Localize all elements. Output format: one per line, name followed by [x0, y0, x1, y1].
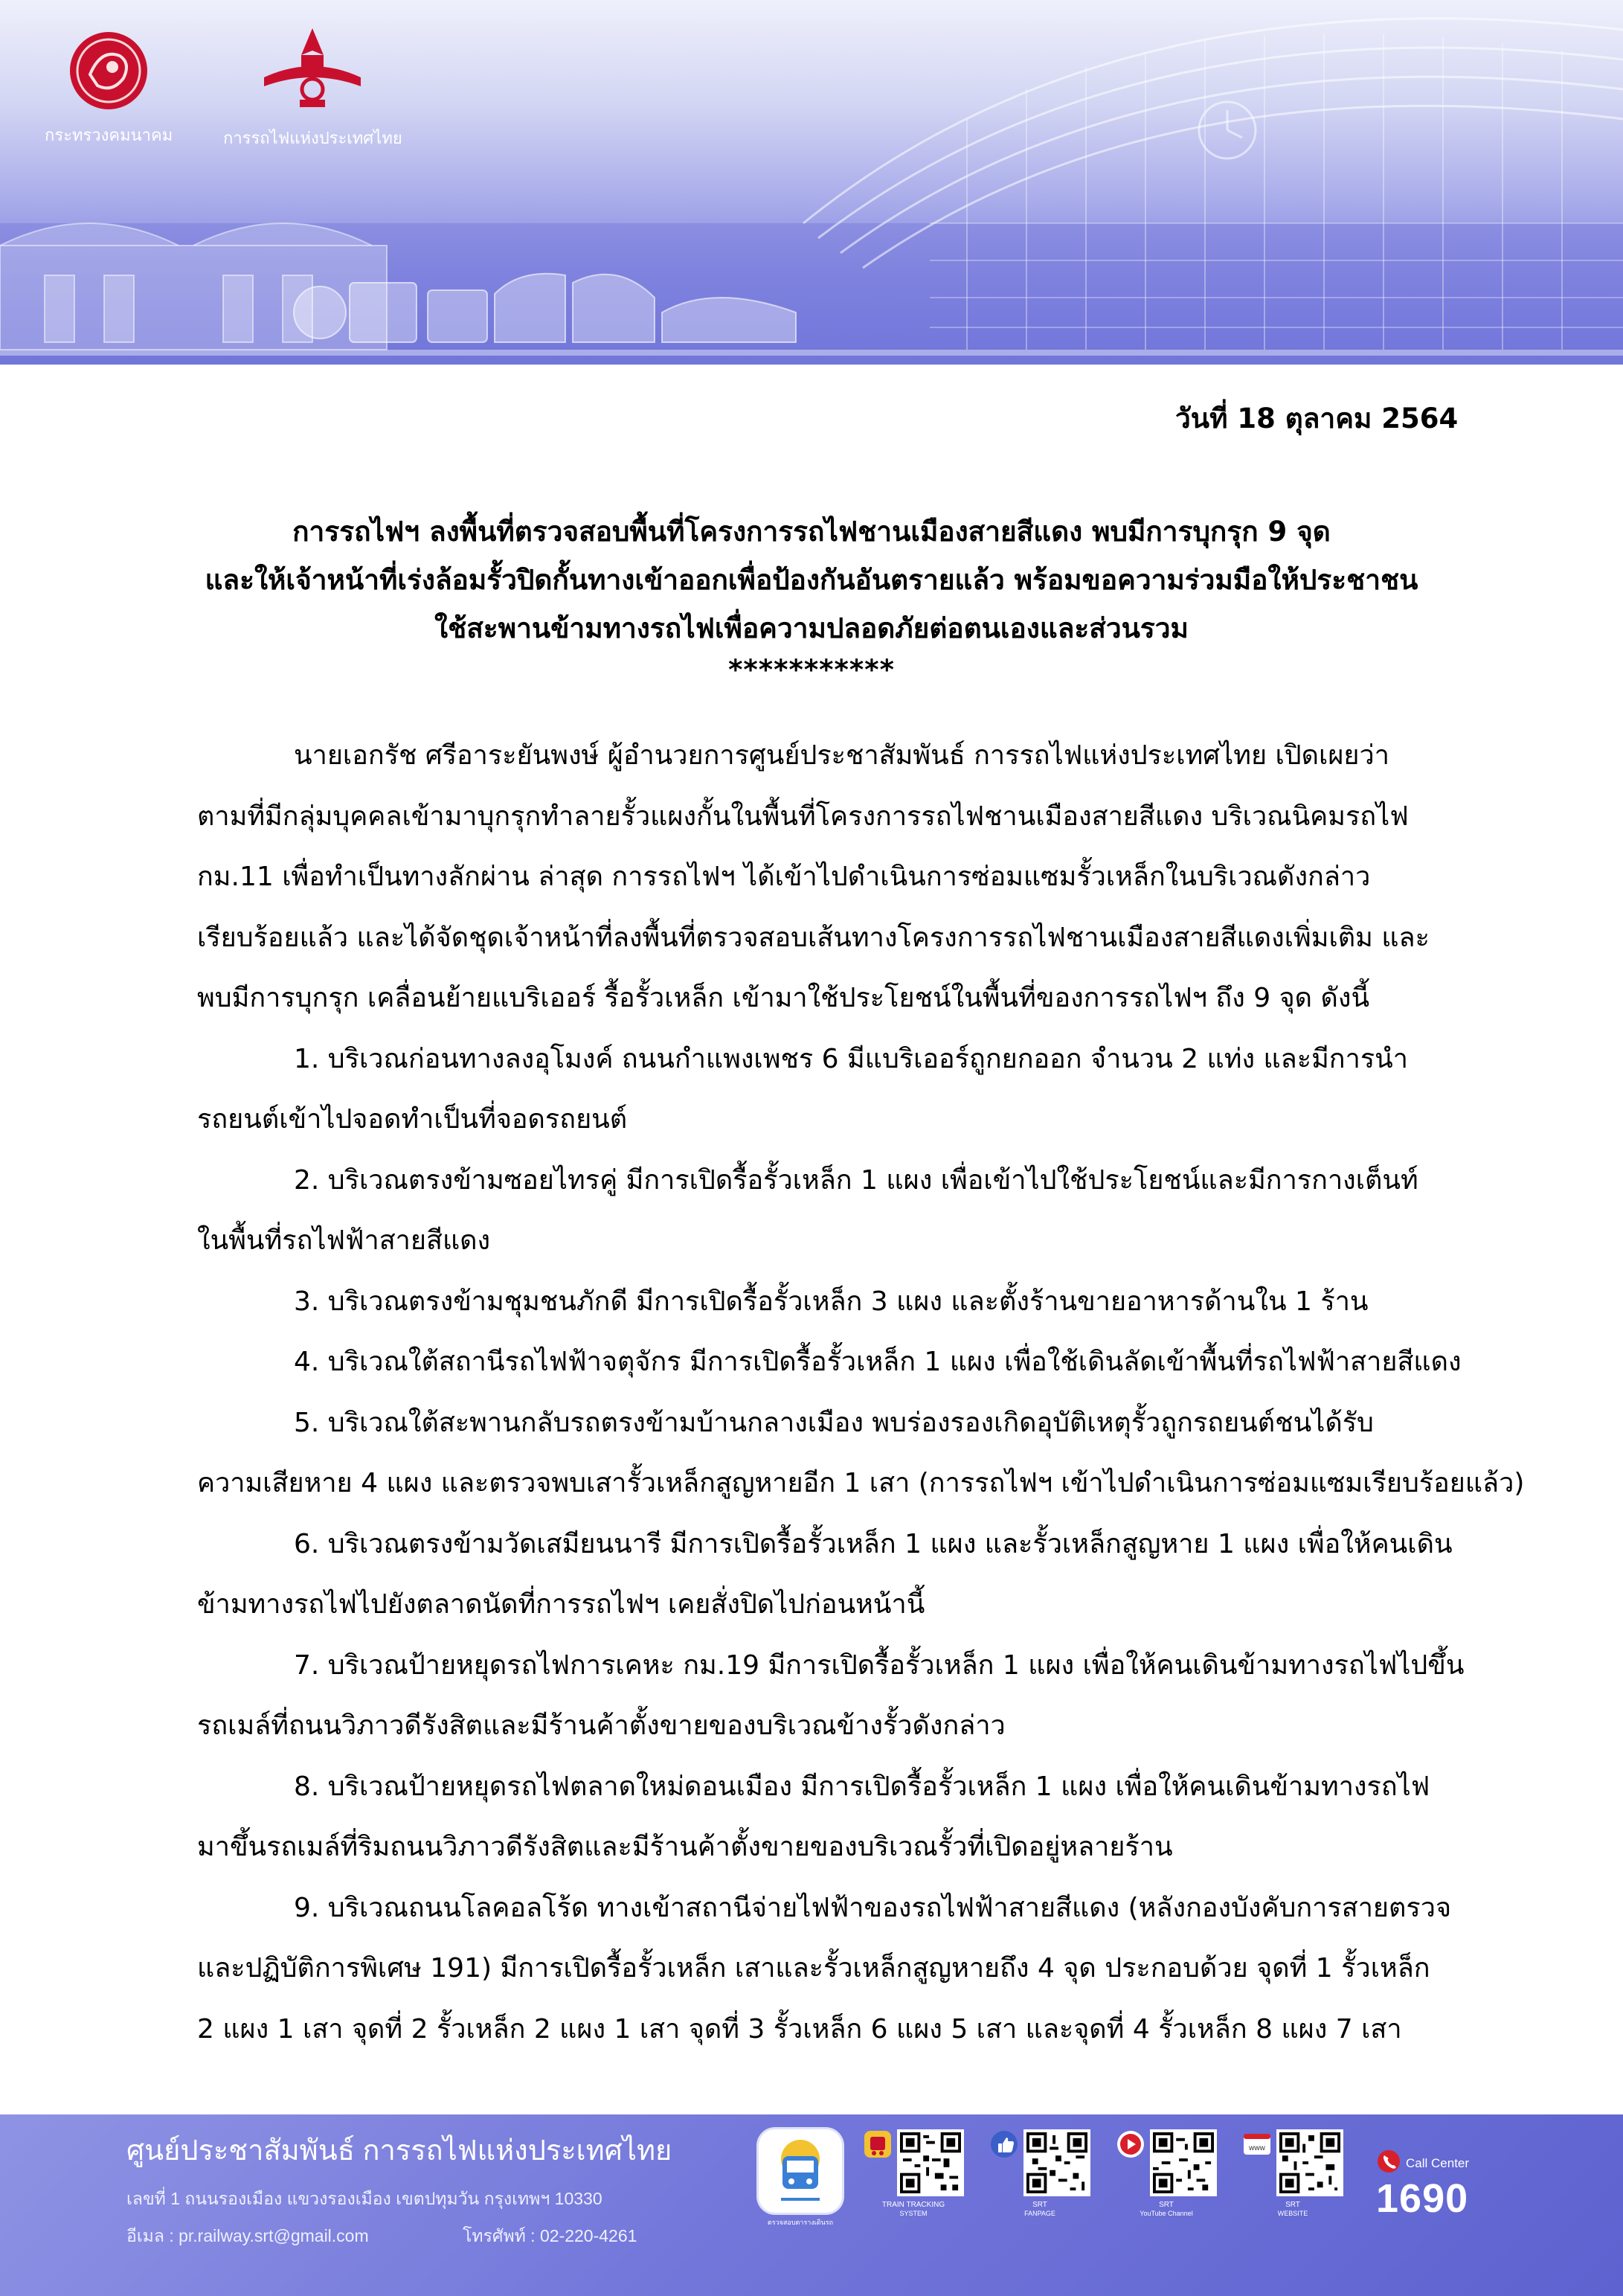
- body-line: ตามที่มีกลุ่มบุคคลเข้ามาบุกรุกทำลายรั้วแผงกั้นในพื้นที่โครงการรถไฟชานเมืองสายสีแดง บริเวณนิคมรถไฟ: [197, 801, 1409, 832]
- srt-logo: [223, 25, 402, 151]
- qr-caption: SRT: [1285, 2201, 1300, 2209]
- list-item-2: 2. บริเวณตรงข้ามซอยไทรคู่ มีการเปิดรื้อรั้วเหล็ก 1 แผง เพื่อเข้าไปใช้ประโยชน์และมีการกางเต็นท์: [294, 1164, 1418, 1196]
- qr-code: [1150, 2129, 1217, 2196]
- qr-fanpage[interactable]: [989, 2129, 1090, 2218]
- ministry-caption: กระทรวงคมนาคม: [45, 126, 173, 144]
- qr-youtube[interactable]: [1116, 2129, 1217, 2218]
- press-release-body: [197, 725, 1525, 2059]
- headline-separator: ***********: [728, 654, 895, 686]
- headline-line: ใช้สะพานข้ามทางรถไฟเพื่อความปลอดภัยต่อตนเองและส่วนรวม: [434, 612, 1189, 644]
- body-line: มาขึ้นรถเมล์ที่ริมถนนวิภาวดีรังสิตและมีร้านค้าตั้งขายของบริเวณรั้วที่เปิดอยู่หลายร้าน: [197, 1832, 1173, 1862]
- qr-caption: SRT: [1159, 2201, 1174, 2209]
- footer-org-name: ศูนย์ประชาสัมพันธ์ การรถไฟแห่งประเทศไทย: [126, 2135, 672, 2167]
- like-icon: [989, 2129, 1019, 2159]
- body-line: ความเสียหาย 4 แผง และตรวจพบเสารั้วเหล็กสูญหายอีก 1 เสา (การรถไฟฯ เข้าไปดำเนินการซ่อมแซมเรียบร้อยแล้ว): [197, 1468, 1525, 1498]
- body-line: ข้ามทางรถไฟไปยังตลาดนัดที่การรถไฟฯ เคยสั่งปิดไปก่อนหน้านี้: [197, 1589, 925, 1620]
- list-item-4: 4. บริเวณใต้สถานีรถไฟฟ้าจตุจักร มีการเปิดรื้อรั้วเหล็ก 1 แผง เพื่อใช้เดินลัดเข้าพื้นที่รถไฟฟ้าสายสีแดง: [294, 1347, 1462, 1377]
- qr-website[interactable]: [1242, 2129, 1343, 2218]
- ministry-seal-icon: [68, 30, 150, 112]
- body-line: นายเอกรัช ศรีอาระยันพงษ์ ผู้อำนวยการศูนย์ประชาสัมพันธ์ การรถไฟแห่งประเทศไทย เปิดเผยว่า: [294, 740, 1389, 771]
- train-icon: [759, 2129, 842, 2213]
- qr-caption-2: FANPAGE: [1024, 2210, 1055, 2217]
- list-item-1: 1. บริเวณก่อนทางลงอุโมงค์ ถนนกำแพงเพชร 6 มีแบริเออร์ถูกยกออก จำนวน 2 แท่ง และมีการนำ: [294, 1043, 1408, 1074]
- list-item-7: 7. บริเวณป้ายหยุดรถไฟการเคหะ กม.19 มีการเปิดรื้อรั้วเหล็ก 1 แผง เพื่อให้คนเดินข้ามทางรถไฟไปขึ้น: [294, 1649, 1465, 1681]
- body-line: และปฏิบัติการพิเศษ 191) มีการเปิดรื้อรั้วเหล็ก เสาและรั้วเหล็กสูญหายถึง 4 จุด ประกอบด้วย จุดที่ 1 รั้วเหล็ก: [197, 1953, 1430, 1984]
- train-schedule-app-icon[interactable]: [759, 2129, 842, 2213]
- qr-caption-2: WEBSITE: [1277, 2210, 1308, 2217]
- header-banner: [0, 0, 1623, 365]
- web-icon: [1242, 2129, 1272, 2159]
- body-line: กม.11 เพื่อทำเป็นทางลักผ่าน ล่าสุด การรถไฟฯ ได้เข้าไปดำเนินการซ่อมแซมรั้วเหล็กในบริเวณดังกล่าว: [197, 862, 1371, 892]
- app-caption: ตรวจสอบตารางเดินรถ: [767, 2219, 834, 2226]
- body-line: ในพื้นที่รถไฟฟ้าสายสีแดง: [197, 1225, 491, 1256]
- headline: [0, 507, 1623, 688]
- qr-train-tracking[interactable]: [863, 2129, 964, 2218]
- list-item-9: 9. บริเวณถนนโลคอลโร้ด ทางเข้าสถานีจ่ายไฟฟ้าของรถไฟฟ้าสายสีแดง (หลังกองบังคับการสายตรวจ: [294, 1892, 1452, 1923]
- headline-line: การรถไฟฯ ลงพื้นที่ตรวจสอบพื้นที่โครงการรถไฟชานเมืองสายสีแดง พบมีการบุกรุก 9 จุด: [292, 516, 1331, 548]
- footer-email[interactable]: อีเมล : pr.railway.srt@gmail.com: [126, 2226, 369, 2245]
- list-item-6: 6. บริเวณตรงข้ามวัดเสมียนนารี มีการเปิดรื้อรั้วเหล็ก 1 แผง และรั้วเหล็กสูญหาย 1 แผง เพื่อให้คนเดิน: [294, 1528, 1453, 1559]
- phone-icon: [1376, 2149, 1401, 2174]
- train-tracking-icon: [863, 2129, 893, 2159]
- qr-caption-2: YouTube Channel: [1140, 2210, 1193, 2217]
- body-line: เรียบร้อยแล้ว และได้จัดชุดเจ้าหน้าที่ลงพื้นที่ตรวจสอบเส้นทางโครงการรถไฟชานเมืองสายสีแดงเพิ่มเติม และ: [197, 922, 1430, 953]
- list-item-5: 5. บริเวณใต้สะพานกลับรถตรงข้ามบ้านกลางเมือง พบร่องรองเกิดอุบัติเหตุรั้วถูกรถยนต์ชนได้รับ: [294, 1407, 1374, 1438]
- footer-phone: โทรศัพท์ : 02-220-4261: [463, 2226, 637, 2245]
- call-center-number: 1690: [1376, 2176, 1469, 2221]
- list-item-3: 3. บริเวณตรงข้ามชุมชนภักดี มีการเปิดรื้อรั้วเหล็ก 3 แผง และตั้งร้านขายอาหารด้านใน 1 ร้าน: [294, 1286, 1369, 1317]
- youtube-icon: [1116, 2129, 1145, 2159]
- footer-address: เลขที่ 1 ถนนรองเมือง แขวงรองเมือง เขตปทุมวัน กรุงเทพฯ 10330: [126, 2189, 602, 2208]
- body-line: รถเมล์ที่ถนนวิภาวดีรังสิตและมีร้านค้าตั้งขายของบริเวณข้างรั้วดังกล่าว: [197, 1710, 1006, 1741]
- qr-code: [897, 2129, 964, 2196]
- ministry-logo: [45, 30, 173, 148]
- svg-text:www: www: [1249, 2144, 1265, 2152]
- srt-caption: การรถไฟแห่งประเทศไทย: [223, 129, 402, 147]
- body-line: 2 แผง 1 เสา จุดที่ 2 รั้วเหล็ก 2 แผง 1 เสา จุดที่ 3 รั้วเหล็ก 6 แผง 5 เสา และจุดที่ 4 รั้วเหล็ก 8 แผง 7 เสา: [197, 2013, 1402, 2045]
- headline-line: และให้เจ้าหน้าที่เร่งล้อมรั้วปิดกั้นทางเข้าออกเพื่อป้องกันอันตรายแล้ว พร้อมขอความร่วมมือให้ประชาชน: [205, 564, 1418, 596]
- qr-caption-2: SYSTEM: [899, 2210, 928, 2217]
- body-line: พบมีการบุกรุก เคลื่อนย้ายแบริเออร์ รื้อรั้วเหล็ก เข้ามาใช้ประโยชน์ในพื้นที่ของการรถไฟฯ ถึง 9 จุด ดังนี้: [197, 983, 1370, 1013]
- srt-emblem-icon: [257, 25, 368, 115]
- qr-caption: SRT: [1032, 2201, 1047, 2209]
- document-date: วันที่ 18 ตุลาคม 2564: [1175, 403, 1459, 434]
- qr-code: [1276, 2129, 1343, 2196]
- call-center-label: Call Center: [1406, 2156, 1470, 2170]
- qr-caption: TRAIN TRACKING: [881, 2201, 945, 2209]
- body-line: รถยนต์เข้าไปจอดทำเป็นที่จอดรถยนต์: [197, 1104, 628, 1135]
- qr-code: [1023, 2129, 1090, 2196]
- list-item-8: 8. บริเวณป้ายหยุดรถไฟตลาดใหม่ดอนเมือง มีการเปิดรื้อรั้วเหล็ก 1 แผง เพื่อให้คนเดินข้ามทางรถไฟ: [294, 1771, 1430, 1802]
